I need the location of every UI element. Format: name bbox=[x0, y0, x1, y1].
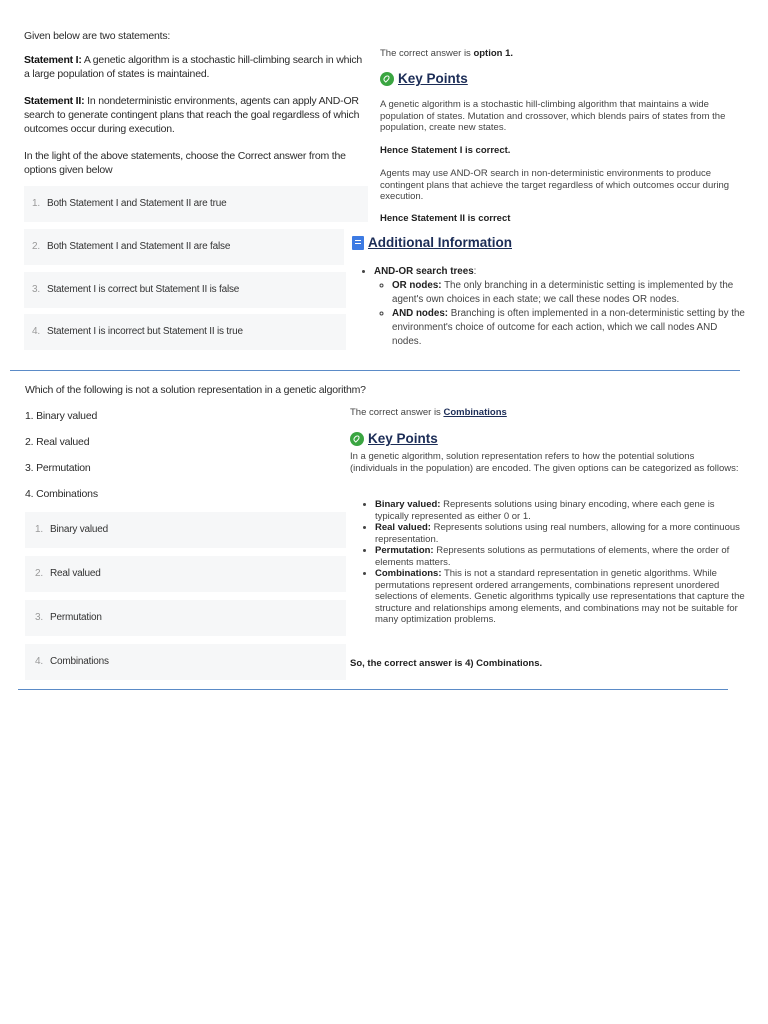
option-number: 3. bbox=[32, 284, 40, 295]
bullet-label: Combinations: bbox=[375, 568, 442, 579]
q1-additional-info-list bbox=[356, 265, 746, 349]
q1-kp-conclusion-2: Hence Statement II is correct bbox=[380, 213, 511, 224]
bullet-text: Represents solutions using binary encoding, where each gene is typically represented as either 0 or 1. bbox=[375, 499, 715, 522]
bullet-label: Permutation: bbox=[375, 545, 434, 556]
statement-1-label: Statement I: bbox=[24, 54, 82, 66]
bullet-text: Represents solutions using real numbers, allowing for a more continuous representation. bbox=[375, 522, 740, 545]
q2-kp-bullets bbox=[357, 499, 745, 626]
q1-kp-conclusion-1: Hence Statement I is correct. bbox=[380, 145, 511, 156]
q1-prompt: In the light of the above statements, choose the Correct answer from the options given below bbox=[24, 150, 346, 176]
q2-kp-intro: In a genetic algorithm, solution representation refers to how the potential solutions (individuals in the population) are encoded. The given options can be categorized as follows: bbox=[350, 451, 739, 474]
key-points-title: Key Points bbox=[368, 431, 438, 446]
answer-prefix: The correct answer is bbox=[350, 407, 444, 418]
option-text: Binary valued bbox=[50, 524, 108, 535]
option-text: Real valued bbox=[50, 568, 101, 579]
list-item bbox=[375, 545, 745, 568]
option-number: 1. bbox=[35, 524, 43, 535]
list-item bbox=[375, 499, 745, 522]
option-text: Statement I is correct but Statement II is false bbox=[47, 284, 240, 295]
bullet-text: Represents solutions as permutations of elements, where the order of elements matters. bbox=[375, 545, 730, 568]
q2-key-points-heading bbox=[350, 431, 438, 446]
q1-option-4[interactable] bbox=[24, 314, 346, 350]
list-item bbox=[375, 522, 745, 545]
list-item bbox=[392, 279, 746, 307]
or-nodes-text: The only branching in a deterministic setting is implemented by the agent's own choices in each state; we call these nodes OR nodes. bbox=[392, 280, 734, 305]
option-number: 3. bbox=[35, 612, 43, 623]
and-nodes-label: AND nodes: bbox=[392, 308, 449, 319]
answer-value: option 1. bbox=[473, 48, 514, 59]
and-nodes-text: Branching is often implemented in a non-deterministic setting by the environment's choice of outcome for each action, which we call nodes AND nodes. bbox=[392, 308, 745, 347]
q1-kp-paragraph-1: A genetic algorithm is a stochastic hill-climbing algorithm that maintains a wide population of states. Mutation and crossover, which blends pairs of states from the population, create new states. bbox=[380, 99, 726, 133]
key-points-icon bbox=[350, 432, 364, 446]
divider bbox=[10, 370, 740, 371]
option-number: 2. bbox=[32, 241, 40, 252]
statement-1-text: A genetic algorithm is a stochastic hill-climbing search in which a large population of states is maintained. bbox=[24, 54, 363, 80]
q2-option-4[interactable] bbox=[25, 644, 346, 680]
key-points-title: Key Points bbox=[398, 71, 468, 86]
option-number: 4. bbox=[35, 656, 43, 667]
key-points-icon bbox=[380, 72, 394, 86]
divider bbox=[18, 689, 728, 690]
ai-item-suffix: : bbox=[473, 266, 477, 277]
answer-value: Combinations bbox=[443, 407, 507, 418]
q2-list-item-2: 2. Real valued bbox=[25, 436, 90, 448]
bullet-label: Real valued: bbox=[375, 522, 431, 533]
option-number: 4. bbox=[32, 326, 40, 337]
option-text: Both Statement I and Statement II are false bbox=[47, 241, 231, 252]
document-icon bbox=[352, 236, 364, 250]
q2-option-2[interactable] bbox=[25, 556, 346, 592]
option-text: Both Statement I and Statement II are true bbox=[47, 198, 227, 209]
option-text: Statement I is incorrect but Statement II is true bbox=[47, 326, 243, 337]
bullet-label: Binary valued: bbox=[375, 499, 441, 510]
q1-intro: Given below are two statements: bbox=[24, 30, 171, 42]
list-item bbox=[374, 265, 746, 349]
q2-question: Which of the following is not a solution representation in a genetic algorithm? bbox=[25, 384, 366, 396]
option-number: 2. bbox=[35, 568, 43, 579]
answer-prefix: The correct answer is bbox=[380, 48, 474, 59]
list-item bbox=[375, 568, 745, 626]
list-item bbox=[392, 307, 746, 349]
or-nodes-label: OR nodes: bbox=[392, 280, 442, 291]
q1-correct-answer bbox=[380, 48, 750, 60]
option-text: Permutation bbox=[50, 612, 102, 623]
statement-2-text: In nondeterministic environments, agents can apply AND-OR search to generate contingent plans that reach the goal regardless of which outcomes occur during execution. bbox=[24, 95, 360, 135]
ai-item-label: AND-OR search trees bbox=[374, 266, 474, 277]
q2-correct-answer bbox=[350, 407, 740, 419]
q2-list-item-1: 1. Binary valued bbox=[25, 410, 98, 422]
statement-2-label: Statement II: bbox=[24, 95, 85, 107]
q2-list-item-3: 3. Permutation bbox=[25, 462, 91, 474]
q2-conclusion: So, the correct answer is 4) Combinations. bbox=[350, 658, 543, 669]
q1-additional-info-heading bbox=[352, 235, 512, 250]
q1-option-1[interactable] bbox=[24, 186, 368, 222]
bullet-text: This is not a standard representation in genetic algorithms. While permutations represent ordered arrangements, combinations represent unordered selections of elements. Genetic algorithms typically use representations that capture the structure and relationships among elements, and combinations may not be suitable for many optimization problems. bbox=[375, 568, 745, 625]
option-number: 1. bbox=[32, 198, 40, 209]
q1-statement-1 bbox=[24, 53, 364, 81]
option-text: Combinations bbox=[50, 656, 109, 667]
q1-option-2[interactable] bbox=[24, 229, 344, 265]
q1-statement-2 bbox=[24, 94, 364, 136]
q2-option-1[interactable] bbox=[25, 512, 346, 548]
additional-info-title: Additional Information bbox=[368, 235, 512, 250]
q2-option-3[interactable] bbox=[25, 600, 346, 636]
q1-option-3[interactable] bbox=[24, 272, 346, 308]
q1-kp-paragraph-2: Agents may use AND-OR search in non-deterministic environments to produce contingent plans that achieve the target regardless of which outcomes occur during execution. bbox=[380, 168, 730, 202]
q1-key-points-heading bbox=[380, 71, 468, 86]
q2-list-item-4: 4. Combinations bbox=[25, 488, 98, 500]
